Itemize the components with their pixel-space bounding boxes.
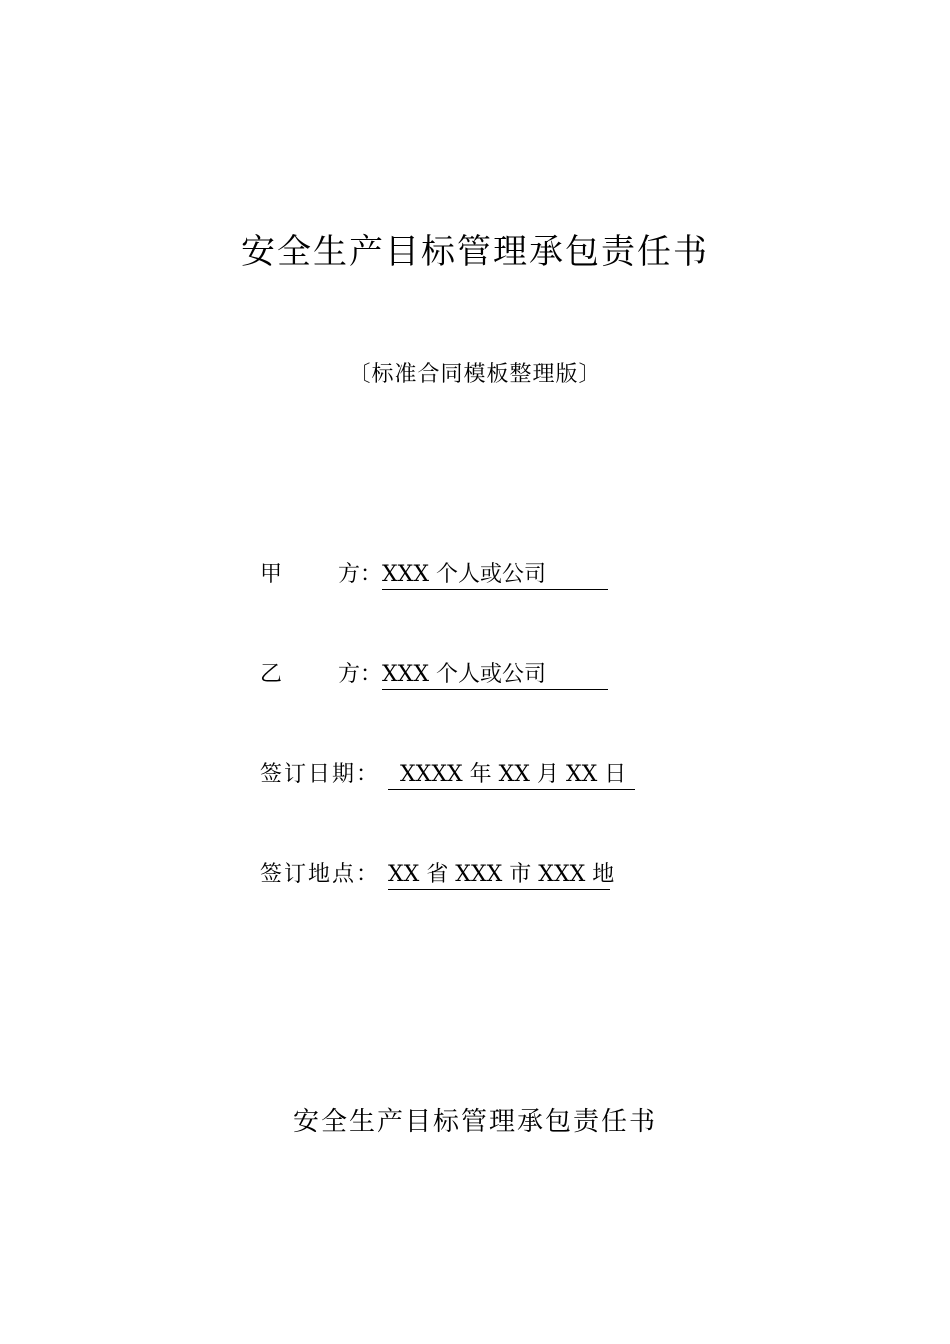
section-title: 安全生产目标管理承包责任书 [292, 1107, 657, 1137]
party-b-value: XXX 个人或公司 [382, 661, 608, 690]
party-a-row [260, 558, 608, 592]
sign-place-label: 签订地点： [260, 862, 381, 887]
party-a-label-suffix: 方： [338, 562, 383, 587]
party-b-row [260, 658, 608, 692]
sign-place-row [260, 858, 615, 892]
document-subtitle: 〔标准合同模板整理版〕 [348, 362, 602, 387]
party-a-label-char: 甲 [260, 562, 283, 587]
party-a-value: XXX 个人或公司 [382, 561, 608, 590]
sign-date-label: 签订日期： [260, 762, 381, 787]
sign-place-value: XX 省 XXX 市 XXX 地 [388, 861, 610, 890]
sign-date-value: XXXX 年 XX 月 XX 日 [388, 761, 635, 790]
sign-date-row [260, 758, 635, 792]
party-b-label-char: 乙 [260, 662, 283, 687]
party-b-label-suffix: 方： [338, 662, 383, 687]
document-title: 安全生产目标管理承包责任书 [241, 232, 709, 272]
